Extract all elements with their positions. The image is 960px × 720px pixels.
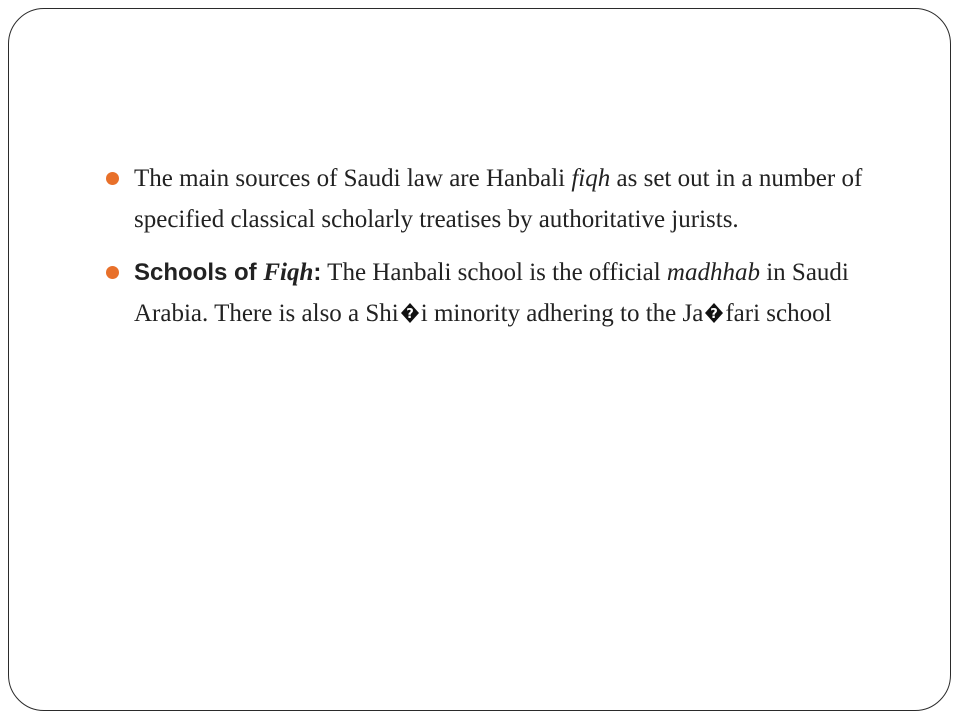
slide-content [104,158,864,346]
bold-colon: : [313,259,322,286]
svg-text:?: ? [710,307,719,322]
bullet-dot-icon [106,172,119,185]
slide-frame [8,8,951,711]
text-segment: as set out in a number of specified classical scholarly treatises by authoritative jurists. [134,165,863,233]
text-segment: The Hanbali school is the official [321,259,667,286]
bullet-dot-icon [106,266,119,279]
svg-text:?: ? [405,307,414,322]
italic-term: madhhab [666,259,760,286]
text-segment: fari school [725,300,832,327]
italic-term: fiqh [571,165,611,192]
bullet-text [134,259,849,327]
bullet-text [134,165,862,233]
bold-label: Schools of [134,259,264,286]
text-segment: in Saudi Arabia. There is also a Shi [134,259,849,327]
text-segment: i minority adhering to the Ja [420,300,704,327]
text-segment: The main sources of Saudi law are Hanbali [134,165,572,192]
replacement-character-icon [400,302,420,324]
bullet-item-schools [104,252,864,334]
replacement-character-icon [704,302,724,324]
bullet-item-sources [104,158,864,240]
bold-italic-term: Fiqh [263,259,314,286]
